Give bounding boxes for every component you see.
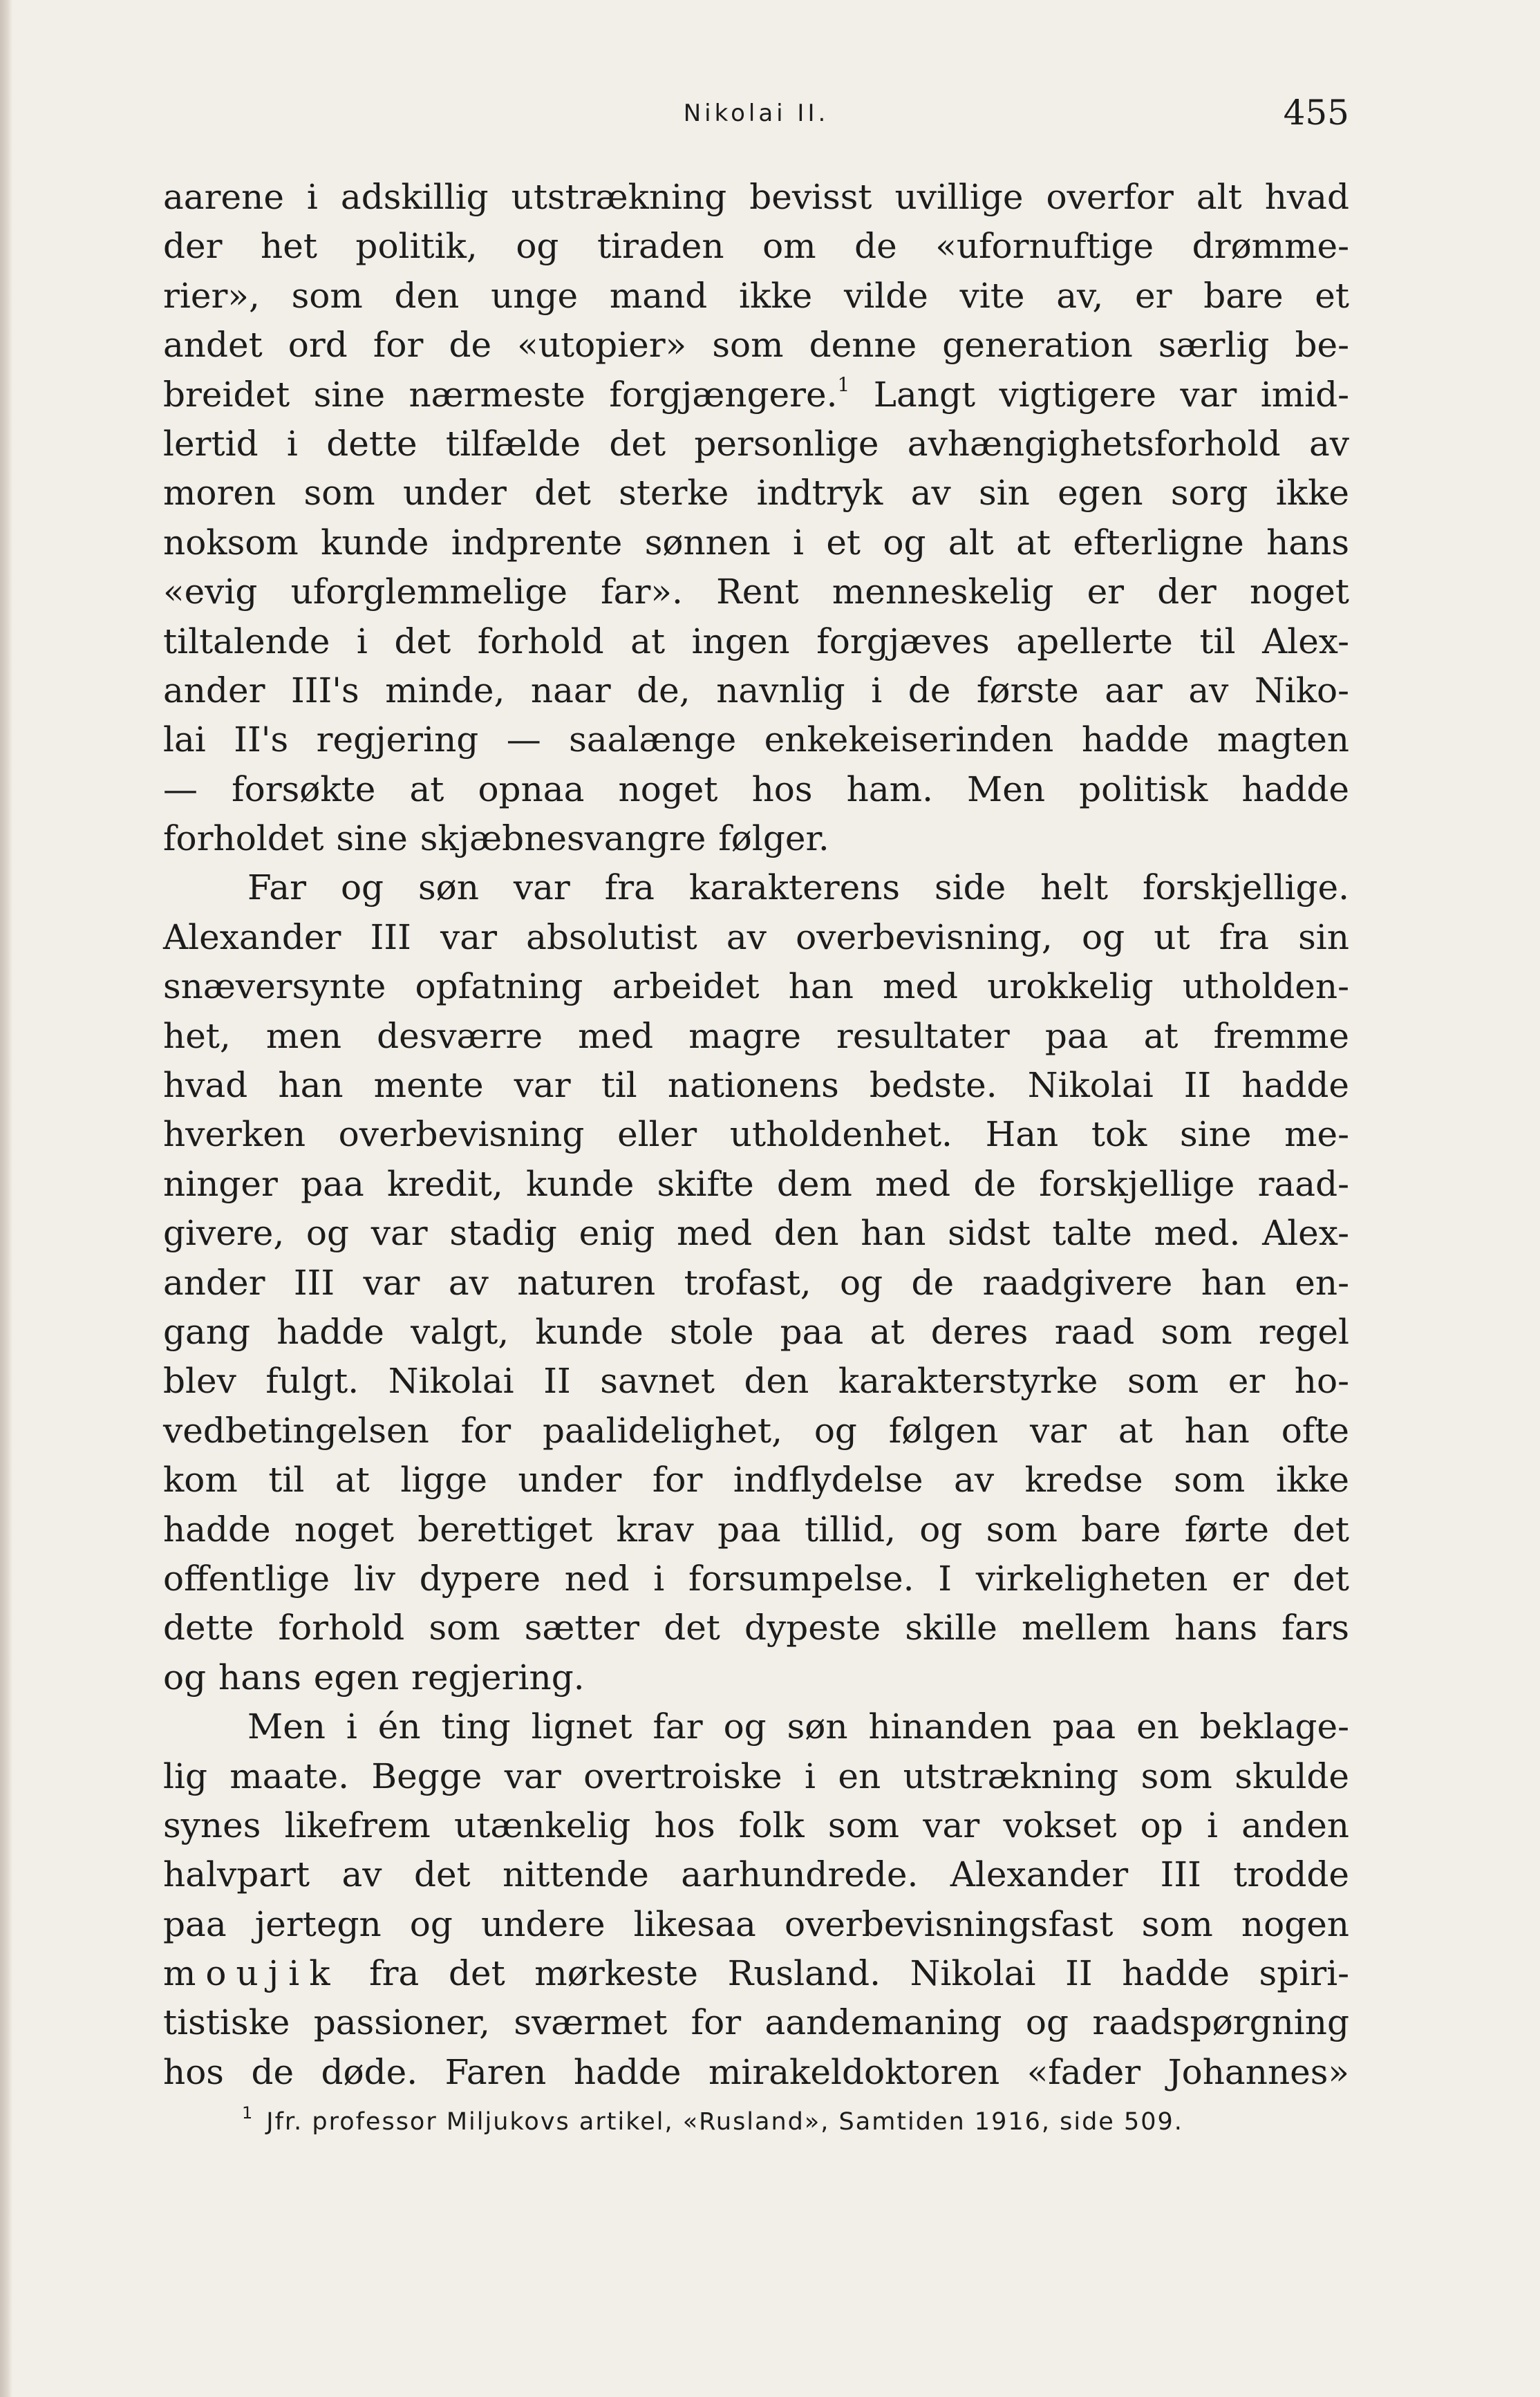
text-line: hos de døde. Faren hadde mirakeldoktoren «fader Johannes»	[163, 2051, 1349, 2092]
text-line: — forsøkte at opnaa noget hos ham. Men politisk hadde	[163, 769, 1349, 809]
text-line: blev fulgt. Nikolai II savnet den karakterstyrke som er ho-	[163, 1361, 1349, 1402]
text-line: hadde noget berettiget krav paa tillid, og som bare førte det	[163, 1509, 1349, 1550]
footnote-text: Jfr. professor Miljukovs artikel, «Rusland», Samtiden 1916, side 509.	[266, 2108, 1183, 2136]
footnote-marker: 1	[242, 2103, 254, 2123]
text-line: ander III var av naturen trofast, og de raadgivere han en-	[163, 1262, 1349, 1303]
text-line: hvad han mente var til nationens bedste. Nikolai II hadde	[163, 1065, 1349, 1106]
text-line: ninger paa kredit, kunde skifte dem med de forskjellige raad-	[163, 1163, 1349, 1204]
text-line: lertid i dette tilfælde det personlige avhængighetsforhold av	[163, 423, 1349, 464]
text-line: tiltalende i det forhold at ingen forgjæves apellerte til Alex-	[163, 621, 1349, 661]
text-line: rier», som den unge mand ikke vilde vite av, er bare et	[163, 275, 1349, 316]
page-number: 455	[1283, 93, 1349, 133]
text-line: vedbetingelsen for paalidelighet, og følgen var at han ofte	[163, 1410, 1349, 1451]
text-line: lig maate. Begge var overtroiske i en utstrækning som skulde	[163, 1756, 1349, 1796]
text-line: dette forhold som sætter det dypeste skille mellem hans fars	[163, 1608, 1349, 1648]
text-fragment: fra det mørkeste Rusland. Nikolai II hadde spiri-	[339, 1953, 1349, 1994]
text-line: forholdet sine skjæbnesvangre følger.	[163, 818, 829, 859]
page-binding-edge	[0, 0, 12, 2397]
spaced-word: moujik	[163, 1953, 340, 1994]
text-line: halvpart av det nittende aarhundrede. Alexander III trodde	[163, 1854, 1349, 1895]
text-line: ander III's minde, naar de, navnlig i de første aar av Niko-	[163, 670, 1349, 711]
text-line: kom til at ligge under for indflydelse av kredse som ikke	[163, 1460, 1349, 1501]
text-line-with-spaced-word	[163, 1949, 1349, 1998]
text-line: noksom kunde indprente sønnen i et og alt at efterligne hans	[163, 522, 1349, 563]
text-line: andet ord for de «utopier» som denne generation særlig be-	[163, 325, 1349, 366]
running-head	[163, 93, 1349, 141]
text-line: der het politik, og tiraden om de «ufornuftige drømme-	[163, 226, 1349, 267]
text-line: het, men desværre med magre resultater paa at fremme	[163, 1015, 1349, 1056]
text-line: «evig uforglemmelige far». Rent menneskelig er der noget	[163, 572, 1349, 612]
text-line: gang hadde valgt, kunde stole paa at deres raad som regel	[163, 1311, 1349, 1352]
running-title: Nikolai II.	[683, 100, 829, 127]
footnote-reference: 1	[837, 373, 850, 396]
text-line: hverken overbevisning eller utholdenhet. Han tok sine me-	[163, 1114, 1349, 1155]
text-line: offentlige liv dypere ned i forsumpelse. I virkeligheten er det	[163, 1558, 1349, 1599]
text-line: paa jertegn og undere likesaa overbevisningsfast som nogen	[163, 1904, 1349, 1944]
text-fragment: Langt vigtigere var imid-	[849, 374, 1349, 415]
body-text	[163, 173, 1349, 2097]
text-line: og hans egen regjering.	[163, 1657, 585, 1698]
text-line: synes likefrem utænkelig hos folk som var vokset op i anden	[163, 1805, 1349, 1845]
text-line-paragraph-start: Far og søn var fra karakterens side helt forskjellige.	[247, 867, 1349, 908]
text-line-with-footnote-ref	[163, 370, 1349, 420]
text-line: tistiske passioner, sværmet for aandemaning og raadspørgning	[163, 2002, 1349, 2043]
text-line: snæversynte opfatning arbeidet han med urokkelig utholden-	[163, 966, 1349, 1007]
footnote	[242, 2105, 1349, 2139]
text-line: givere, og var stadig enig med den han sidst talte med. Alex-	[163, 1213, 1349, 1254]
text-line: lai II's regjering — saalænge enkekeiserinden hadde magten	[163, 720, 1349, 760]
text-fragment: breidet sine nærmeste forgjængere.	[163, 374, 838, 415]
text-line: aarene i adskillig utstrækning bevisst uvillige overfor alt hvad	[163, 177, 1349, 217]
text-line-paragraph-start: Men i én ting lignet far og søn hinanden paa en beklage-	[247, 1707, 1349, 1747]
text-line: moren som under det sterke indtryk av sin egen sorg ikke	[163, 473, 1349, 514]
text-line: Alexander III var absolutist av overbevisning, og ut fra sin	[163, 916, 1349, 957]
